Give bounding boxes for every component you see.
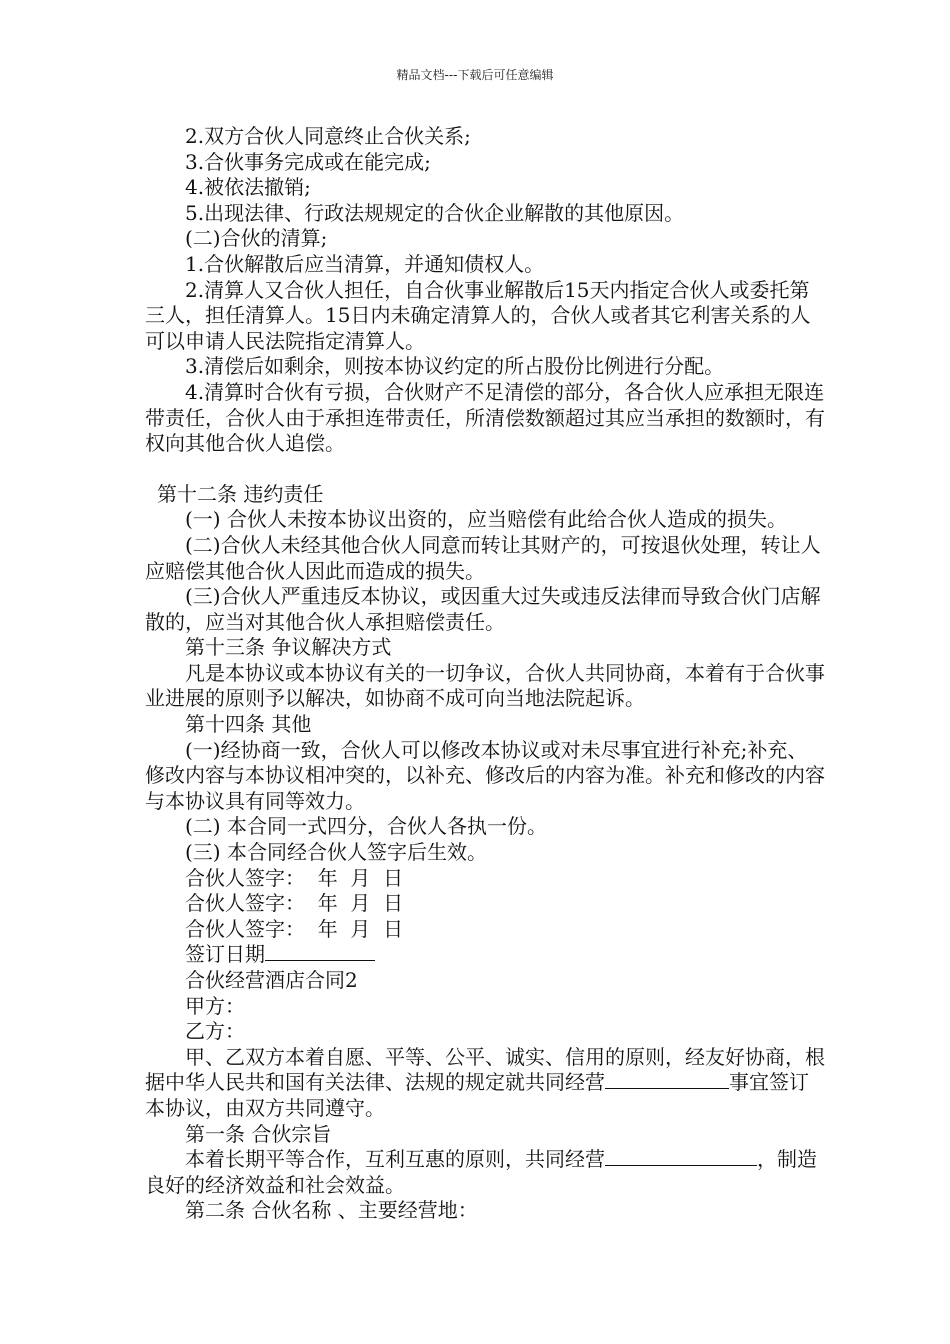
clause-line: 4.被依法撤销; bbox=[185, 175, 311, 200]
signature-line: 合伙人签字： 年 月 日 bbox=[185, 891, 404, 916]
purpose-blank-continued bbox=[737, 1147, 757, 1166]
document-body bbox=[145, 124, 825, 1224]
clause-line: 2.双方合伙人同意终止合伙关系; bbox=[185, 124, 471, 148]
clause-paragraph: (一)经协商一致，合伙人可以修改本协议或对未尽事宜进行补充;补充、修改内容与本协议相冲突的，以补充、修改后的内容为准。补充和修改的内容与本协议具有同等效力。 bbox=[145, 737, 825, 813]
signing-date-blank bbox=[265, 942, 375, 961]
signature-line: 合伙人签字： 年 月 日 bbox=[185, 916, 404, 941]
clause-line: 1.合伙解散后应当清算，并通知债权人。 bbox=[185, 251, 545, 276]
clause-line: 3.清偿后如剩余，则按本协议约定的所占股份比例进行分配。 bbox=[185, 354, 725, 379]
page-header-note: 精品文档---下载后可任意编辑 bbox=[396, 68, 554, 82]
clause-line: 3.合伙事务完成或在能完成; bbox=[185, 149, 431, 174]
purpose-paragraph bbox=[145, 1147, 825, 1198]
clause-paragraph: 凡是本协议或本协议有关的一切争议，合伙人共同协商，本着有于合伙事业进展的原则予以解决，如协商不成可向当地法院起诉。 bbox=[145, 660, 825, 711]
preamble-text-end: 事宜签订本协议，由双方共同遵守。 bbox=[145, 1070, 809, 1120]
clause-paragraph: (二)合伙人未经其他合伙人同意而转让其财产的，可按退伙处理，转让人应赔偿其他合伙人因此而造成的损失。 bbox=[145, 532, 821, 583]
article-heading-13: 第十三条 争议解决方式 bbox=[185, 635, 392, 660]
purpose-text-end: ，制造良好的经济效益和社会效益。 bbox=[145, 1147, 817, 1197]
article-heading-2: 第二条 合伙名称 、主要经营地： bbox=[185, 1198, 478, 1223]
subsection-heading: (二)合伙的清算; bbox=[185, 226, 328, 251]
party-a-line: 甲方： bbox=[185, 993, 245, 1018]
contract-title: 合伙经营酒店合同2 bbox=[185, 968, 358, 992]
signing-date-label: 签订日期 bbox=[185, 942, 265, 967]
article-heading-1: 第一条 合伙宗旨 bbox=[185, 1121, 332, 1146]
clause-paragraph: (一) 合伙人未按本协议出资的，应当赔偿有此给合伙人造成的损失。 bbox=[185, 507, 787, 532]
clause-paragraph: 4.清算时合伙有亏损，合伙财产不足清偿的部分，各合伙人应承担无限连带责任，合伙人由于承担连带责任，所清偿数额超过其应当承担的数额时，有权向其他合伙人追偿。 bbox=[145, 379, 825, 456]
article-heading-14: 第十四条 其他 bbox=[185, 712, 312, 737]
clause-paragraph: 2.清算人又合伙人担任，自合伙事业解散后15天内指定合伙人或委托第三人，担任清算人。15日内未确定清算人的，合伙人或者其它利害关系的人可以申请人民法院指定清算人。 bbox=[145, 277, 811, 353]
purpose-text: 本着长期平等合作，互利互惠的原则，共同经营 bbox=[185, 1147, 605, 1172]
clause-paragraph: (三)合伙人严重违反本协议，或因重大过失或违反法律而导致合伙门店解散的，应当对其他合伙人承担赔偿责任。 bbox=[145, 584, 821, 634]
signature-line: 合伙人签字： 年 月 日 bbox=[185, 865, 404, 890]
article-heading-12: 第十二条 违约责任 bbox=[157, 481, 324, 506]
party-b-line: 乙方： bbox=[185, 1019, 245, 1044]
business-blank bbox=[605, 1070, 633, 1089]
purpose-blank bbox=[605, 1147, 737, 1166]
clause-line: 5.出现法律、行政法规规定的合伙企业解散的其他原因。 bbox=[185, 200, 685, 225]
preamble-text: 甲、乙双方本着自愿、平等、公平、诚实、信用的原则，经友好协商，根据中华人民共和国有关法律、法规的规定就共同经营 bbox=[145, 1044, 825, 1095]
preamble-paragraph bbox=[145, 1045, 825, 1122]
business-blank-continued bbox=[633, 1070, 729, 1089]
clause-line: (三) 本合同经合伙人签字后生效。 bbox=[185, 840, 487, 865]
signing-date-line bbox=[145, 942, 825, 968]
paragraph-gap bbox=[145, 457, 825, 482]
clause-line: (二) 本合同一式四分，合伙人各执一份。 bbox=[185, 814, 547, 839]
